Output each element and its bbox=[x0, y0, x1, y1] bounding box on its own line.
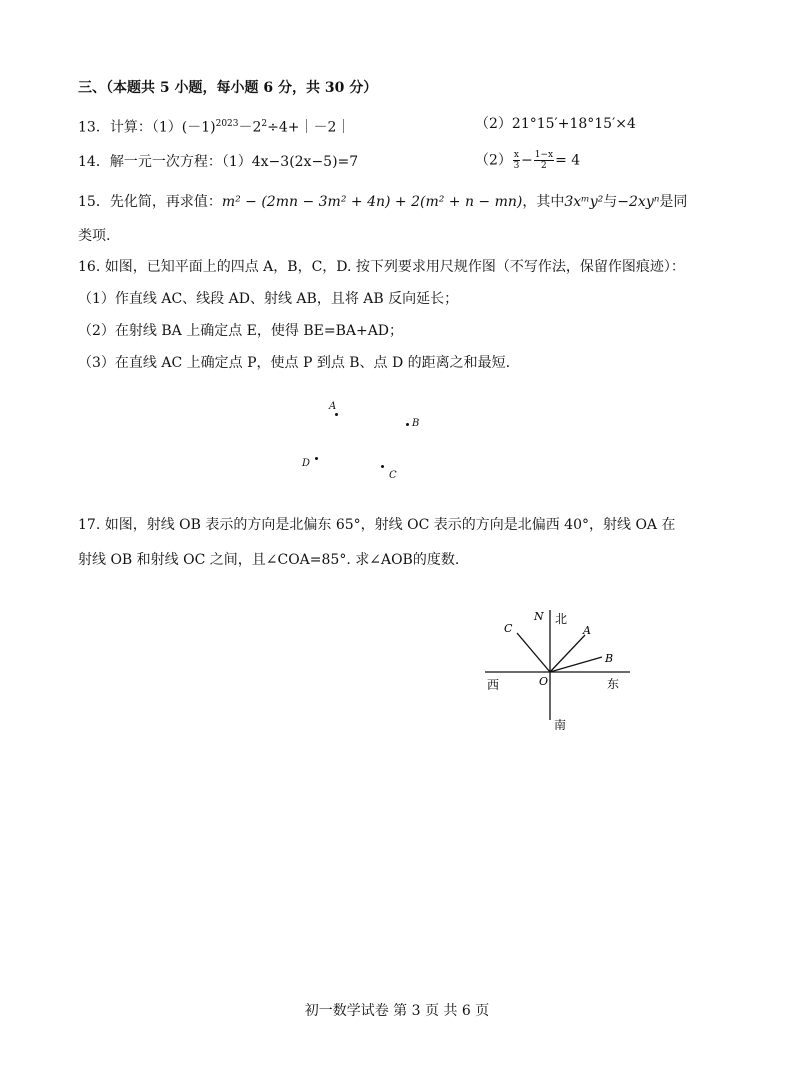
q13-number: 13． bbox=[78, 119, 110, 136]
q13-part1-expr-c: ÷4+｜－2｜ bbox=[267, 119, 351, 136]
q14-part2-tag: （2） bbox=[475, 152, 512, 169]
q14-number: 14． bbox=[78, 154, 110, 170]
q15-text-c: 与 bbox=[603, 194, 618, 210]
q15-text-a: 先化简，再求值： bbox=[109, 194, 222, 210]
point-d-label: D bbox=[302, 458, 311, 469]
q15-term2: −2xyⁿ bbox=[617, 194, 660, 210]
question-14 bbox=[78, 152, 358, 172]
q13-part1-tag: （1） bbox=[151, 119, 182, 136]
q13-label: 计算： bbox=[109, 119, 152, 136]
label-west: 西 bbox=[487, 678, 500, 692]
q17-line1: 17. 如图，射线 OB 表示的方向是北偏东 65°，射线 OC 表示的方向是北偏西 40°，射线 OA 在 bbox=[78, 517, 676, 533]
q13-part2-expr: 21°15′+18°15′×4 bbox=[511, 116, 636, 132]
question-15 bbox=[78, 192, 687, 212]
q14-frac1-denominator: 3 bbox=[513, 161, 520, 171]
q14-minus: − bbox=[521, 152, 533, 169]
q16-item3: （3）在直线 AC 上确定点 P，使点 P 到点 B、点 D 的距离之和最短. bbox=[78, 355, 511, 371]
question-13 bbox=[78, 114, 350, 138]
q15-term1: 3xᵐy² bbox=[564, 194, 604, 210]
question-13-part2 bbox=[475, 114, 636, 134]
q14-label: 解一元一次方程： bbox=[109, 154, 222, 170]
label-a: A bbox=[583, 624, 591, 637]
page-footer: 初一数学试卷 第 3 页 共 6 页 bbox=[304, 1003, 490, 1019]
q14-equals: = 4 bbox=[555, 152, 581, 169]
label-south: 南 bbox=[554, 718, 567, 732]
q14-fraction-1 bbox=[513, 150, 520, 171]
q14-frac1-numerator: x bbox=[513, 150, 519, 160]
q14-frac2-denominator: 2 bbox=[541, 161, 547, 171]
label-east: 东 bbox=[607, 677, 620, 691]
label-c: C bbox=[504, 622, 513, 635]
q16-item2: （2）在射线 BA 上确定点 E，使得 BE=BA+AD； bbox=[78, 323, 404, 339]
q13-part1-exponent2: 2 bbox=[261, 119, 268, 129]
q14-part1-expr: 4x−3(2x−5)=7 bbox=[251, 154, 359, 170]
q16-item1: （1）作直线 AC、线段 AD、射线 AB，且将 AB 反向延长； bbox=[78, 291, 459, 307]
q14-fraction-2 bbox=[534, 150, 554, 171]
q17-line2: 射线 OB 和射线 OC 之间，且∠COA=85°. 求∠AOB的度数. bbox=[78, 552, 460, 568]
question-14-part2 bbox=[475, 150, 580, 171]
label-north: 北 bbox=[555, 612, 568, 626]
q13-part2-tag: （2） bbox=[475, 116, 512, 132]
point-b-label: B bbox=[412, 418, 420, 429]
q15-text-b: ，其中 bbox=[522, 194, 565, 210]
q15-text-e: 类项. bbox=[78, 228, 111, 244]
q13-part1-exponent: 2023 bbox=[215, 119, 239, 129]
label-n: N bbox=[534, 610, 544, 623]
point-b-dot bbox=[406, 423, 409, 426]
label-o: O bbox=[539, 675, 549, 688]
label-b: B bbox=[605, 652, 614, 665]
q15-text-d: 是同 bbox=[659, 194, 688, 210]
ray-oc bbox=[517, 633, 550, 672]
point-c-label: C bbox=[389, 470, 397, 481]
q14-part1-tag: （1） bbox=[221, 154, 252, 170]
q16-stem: 16. 如图，已知平面上的四点 A，B，C，D. 按下列要求用尺规作图（不写作法，保留作图痕迹）： bbox=[78, 259, 685, 275]
point-d-dot bbox=[315, 457, 318, 460]
compass-diagram bbox=[480, 605, 640, 735]
q15-number: 15． bbox=[78, 194, 110, 210]
q13-part1-expr-b: －2 bbox=[238, 119, 262, 136]
point-c-dot bbox=[381, 465, 384, 468]
q13-part1-expr-a: (－1) bbox=[181, 119, 216, 136]
point-a-dot bbox=[335, 413, 338, 416]
q14-frac2-numerator: 1−x bbox=[534, 150, 554, 160]
point-a-label: A bbox=[329, 401, 337, 412]
q15-expression: m² − (2mn − 3m² + 4n) + 2(m² + n − mn) bbox=[221, 194, 523, 210]
section-heading: 三、（本题共 5 小题，每小题 6 分，共 30 分） bbox=[78, 80, 378, 96]
